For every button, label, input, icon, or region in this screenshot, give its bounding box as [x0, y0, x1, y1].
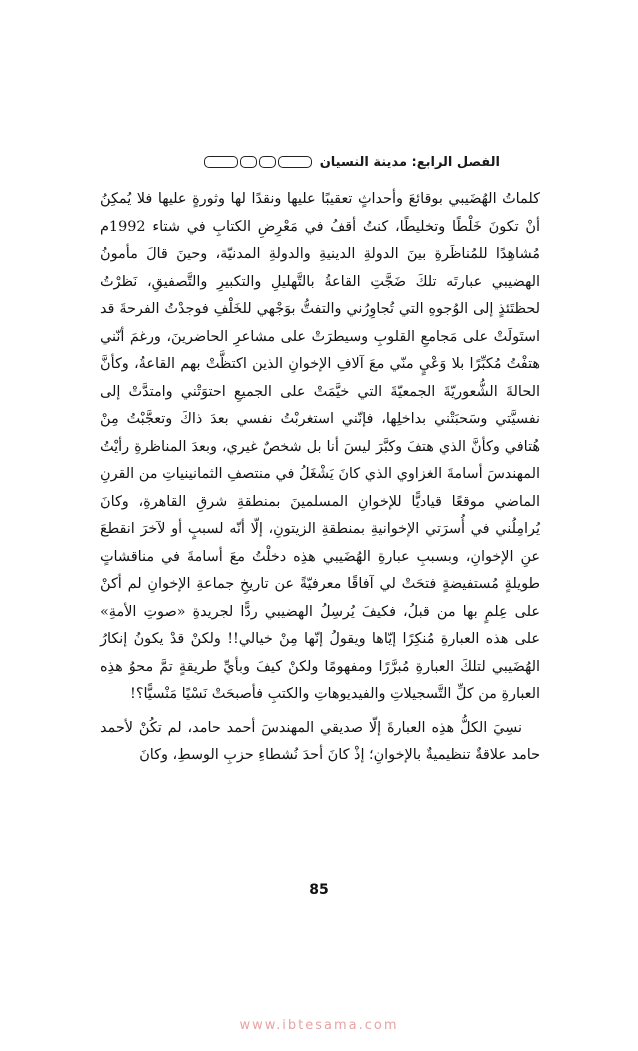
running-header — [135, 150, 500, 174]
paragraph: نسِيَ الكلُّ هذِه العبارةَ إلّا صديقي المهندسَ أحمد حامد، لم تكُنْ لأحمد حامد علاقةٌ تنظيميةٌ بالإخوانِ؛ إذْ كانَ أحدَ نُشطاءِ حزبِ الوسطِ، وكانَ — [100, 719, 540, 763]
chapter-title: الفصل الرابع: مدينة النسيان — [319, 154, 500, 170]
page-number: 85 — [309, 882, 329, 898]
paragraph: كلماتُ الهُضَيبي بوقائعَ وأحداثٍ تعقيبًا عليها ونقدًا لها وثورةٍ عليها فلا يُمكِنُ أنْ تكونَ خَلْطًا وتخليطًا، كنتُ أقفُ في مَعْرِضِ الكتابِ في شتاء 1992م مُشاهِدًا للمُناظَرةِ بينَ الدولةِ الدينيةِ والدولةِ المدنيّة، وحينَ قالَ مأمونُ الهضيبي عبارتَه تلكَ ضَجَّتِ القاعةُ بالتَّهليلِ والتكبيرِ والتَّصفيقِ، نَظرْتُ لحظتَئذٍ إلى الوُجوهِ التي تُجاوِرُني والتفتُّ بوَجْهي للخَلْفِ فوجدْتُ الفرحةَ قد استَولَتْ على مَجامعِ القلوبِ وسيطرَتْ على مشاعرِ الحاضرينَ، ورغمَ أنّني هتفْتُ مُكبِّرًا بلا وَعْيٍ منّي معَ آلافِ الإخوانِ الذين اكتظَّتْ بهم القاعةُ، وكأنَّ الحالةَ الشُّعوريّةَ الجمعيّةَ التي خيَّمَتْ على الجميعِ احتوَتْني وامتدَّتْ إلى نفسيَّتي وسَحبَتْني بداخلِها، فإنّني استغربْتُ نفسي بعدَ ذاكَ وتعجَّبْتُ مِنْ هُتافي وكأنَّ الذي هتفَ وكبَّرَ ليسَ أنا بل شخصٌ غيري، وبعدَ المناظرةِ رأيْتُ المهندسَ أسامةَ الغزاوي الذي كانَ يَشْغَلُ في منتصفِ الثمانينياتِ من القرنِ الماضي موقعًا قياديًّا للإخوانِ المسلمينَ بمنطقةِ شرقِ القاهرةِ، وكانَ يُرامِلُني في أُسرَتي الإخوانيةِ بمنطقةِ الزيتونِ، إلّا أنّه لسببٍ أو لآخرَ انقطعَ عنِ الإخوانِ، وبسببِ عبارةِ الهُضَيبي هذِه دخلْتُ معَ أسامةَ في مناقشاتٍ طويلةٍ مُستفيضةٍ فتحَتْ لي آفاقًا معرفيّةً عن تاريخِ جماعةِ الإخوانِ لم أكنْ على عِلمٍ بها من قبلُ، فكيفَ يُرسِلُ الهضيبي ردًّا لجريدةِ «صوتِ الأمةِ» على هذه العبارةِ مُنكِرًا إيّاها ويقولُ إنّها مِنْ خيالي!! ولكنْ قدْ يكونُ إنكارُ الهُضَيبي لتلكَ العبارةِ مُبرَّرًا ومفهومًا ولكنْ كيفَ وبأيِّ طريقةٍ تمَّ محوُ هذِه العبارةِ من كلِّ التَّسجيلاتِ والفيديوهاتِ والكتبِ فأصبحَتْ نَسْيًا مَنْسيًّا؟! — [100, 191, 540, 702]
watermark-link[interactable]: www.ibtesama.com — [239, 1018, 399, 1033]
body-text — [100, 186, 540, 770]
header-ornament-icon — [204, 156, 312, 168]
